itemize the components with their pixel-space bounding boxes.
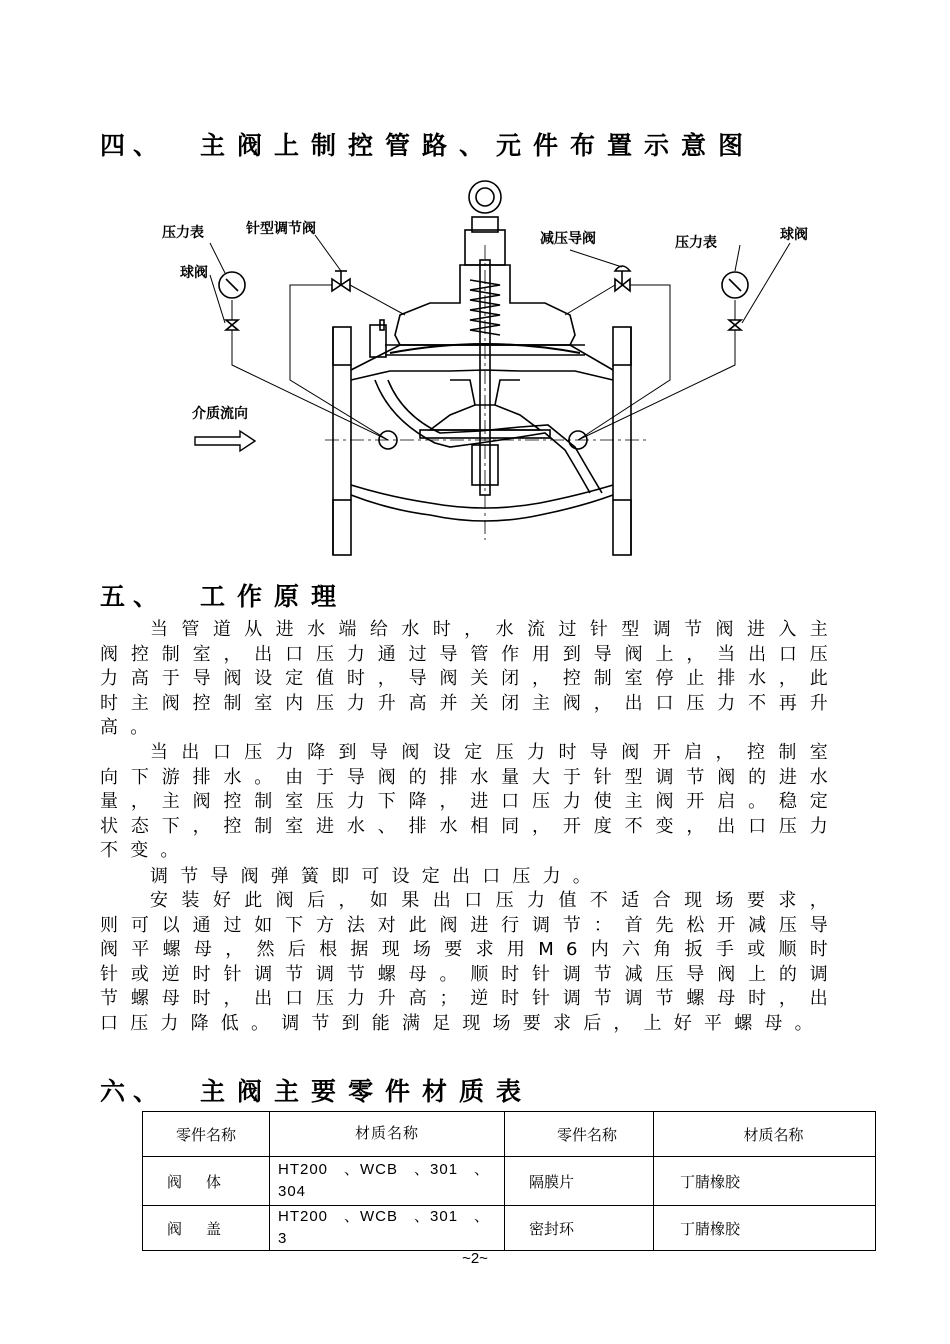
label-reducing-pilot: 减压导阀 xyxy=(540,231,596,247)
table-cell: 阀盖 xyxy=(143,1206,270,1251)
principle-paragraph-4: 安装好此阀后，如果出口压力值不适合现场要求，则可以通过如下方法对此阀进行调节：首先松开减压导阀平螺母，然后根据现场要求用M6内六角扳手或顺时针或逆时针调节调节螺母。顺时针调节减压导阀上的调节螺母时，出口压力升高；逆时针调节调节螺母时，出口压力降低。调节到能满足现场要求后，上好平螺母。 xyxy=(100,890,840,1034)
principle-paragraph-2: 当出口压力降到导阀设定压力时导阀开启，控制室向下游排水。由于导阀的排水量大于针型调节阀的进水量，主阀控制室压力下降，进口压力使主阀开启。稳定状态下，控制室进水、排水相同，开度不变，出口压力不变。 xyxy=(100,742,840,862)
section-number: 六、 xyxy=(100,1077,167,1106)
label-pressure-gauge-right: 压力表 xyxy=(675,235,717,251)
header-part-name: 零件名称 xyxy=(143,1112,270,1157)
materials-table xyxy=(142,1111,876,1251)
section-heading-6 xyxy=(100,1072,533,1108)
section-number: 五、 xyxy=(100,582,167,611)
header-part-name-2: 零件名称 xyxy=(505,1112,654,1157)
table-cell: 隔膜片 xyxy=(505,1157,654,1206)
section-heading-4 xyxy=(100,126,755,162)
label-flow-direction: 介质流向 xyxy=(192,406,248,422)
table-cell: 丁腈橡胶 xyxy=(654,1206,876,1251)
header-material-name-2: 材质名称 xyxy=(654,1112,876,1157)
section-title: 主阀主要零件材质表 xyxy=(200,1077,534,1106)
table-cell: HT200 、WCB 、301 、3 xyxy=(270,1206,505,1251)
principle-paragraph-3: 调节导阀弹簧即可设定出口压力。 xyxy=(150,866,603,887)
section-number: 四、 xyxy=(100,131,167,160)
table-cell: 密封环 xyxy=(505,1206,654,1251)
table-row xyxy=(143,1206,876,1251)
table-cell: 阀体 xyxy=(143,1157,270,1206)
principle-paragraph-1: 当管道从进水端给水时，水流过针型调节阀进入主阀控制室，出口压力通过导管作用到导阀上，当出口压力高于导阀设定值时，导阀关闭，控制室停止排水，此时主阀控制室内压力升高并关闭主阀，出口压力不再升高。 xyxy=(100,619,840,739)
table-cell: HT200 、WCB 、301 、304 xyxy=(270,1157,505,1206)
label-ball-valve-right: 球阀 xyxy=(780,227,808,243)
page-number: ~2~ xyxy=(462,1250,488,1267)
table-row xyxy=(143,1157,876,1206)
valve-diagram xyxy=(150,175,830,560)
section-title: 主阀上制控管路、元件布置示意图 xyxy=(200,131,756,160)
label-ball-valve-left: 球阀 xyxy=(180,265,208,281)
label-pressure-gauge-left: 压力表 xyxy=(162,225,204,241)
label-needle-valve: 针型调节阀 xyxy=(246,221,316,237)
table-cell: 丁腈橡胶 xyxy=(654,1157,876,1206)
header-material-name: 材质名称 xyxy=(270,1112,505,1157)
table-header-row xyxy=(143,1112,876,1157)
section-heading-5 xyxy=(100,577,348,613)
section-title: 工作原理 xyxy=(200,582,349,611)
